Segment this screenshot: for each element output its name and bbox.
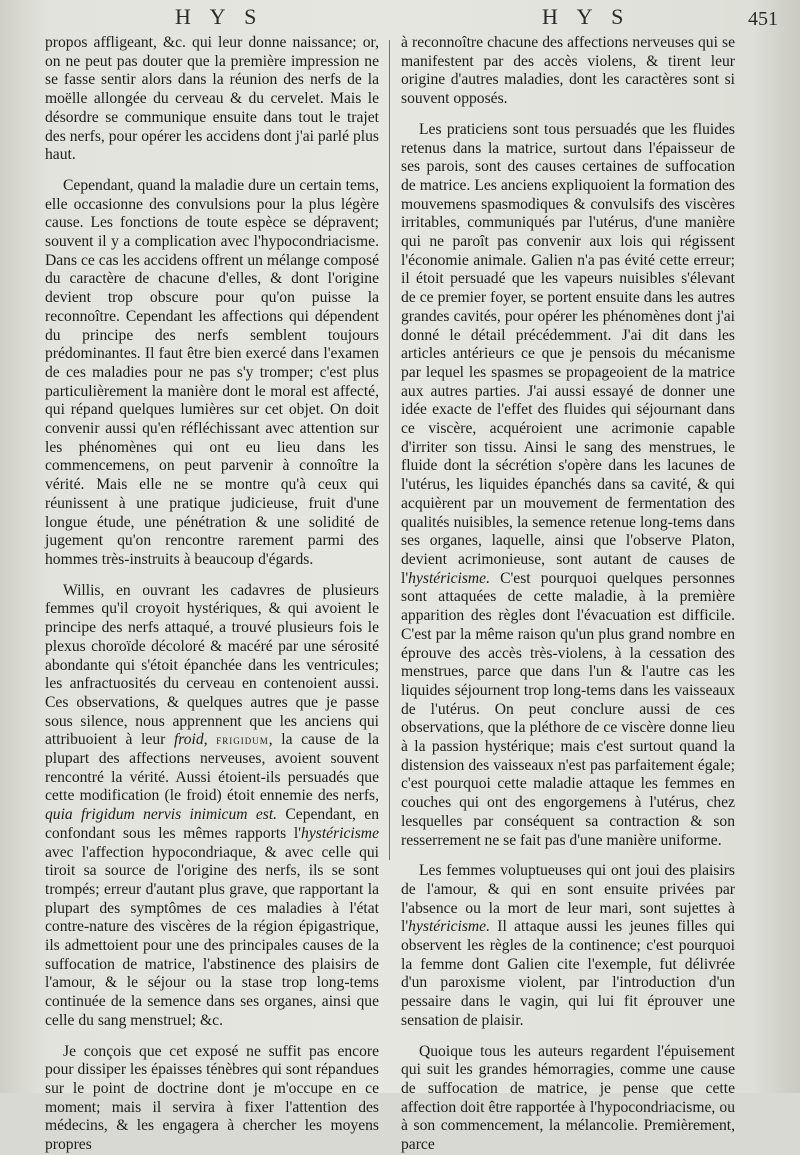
running-head-left: H Y S [175, 4, 264, 29]
running-head-right: H Y S [542, 4, 631, 29]
text-run: avec l'affection hypocondriaque, & avec celle qui tiroit sa source de l'origine des nerfs, ils se sont trompés; erreur d'autant plus grave, que rapportant la plupart des symptômes de ces maladies à l'état contre-nature des viscères de la région épigastrique, ils admettoient pour une des principales causes de la suffocation de matrice, l'abstinence des plaisirs de l'amour, & le séjour ou la stase trop long-tems continuée de la semence dans ses organes, ainsi que celle du sang menstruel; &c. [45, 843, 379, 1029]
left-column [45, 34, 379, 1155]
paragraph: à reconnoître chacune des affections nerveuses qui se manifestent par des accès violens, & tirent leur origine d'autres maladies, dont les caractères sont si souvent opposés. [401, 34, 735, 108]
small-caps-term: frigidum [216, 732, 269, 748]
italic-term: hystéricisme. [408, 569, 491, 587]
italic-term: froid [173, 731, 204, 749]
text-run: , [203, 731, 217, 749]
text-run: , la cause de la plupart des affections nerveuses, avoient souvent rencontré la vérité. Aussi étoient-ils persuadés que cette modification (le froid) étoit ennemie des nerfs, [45, 731, 379, 805]
italic-term: hystéricisme. [408, 918, 491, 936]
text-run: Willis, en ouvrant les cadavres de plusieurs femmes qu'il croyoit hystériques, & qui avoient le principe des nerfs attaqué, a trouvé plusieurs fois le plexus choroïde décoloré & macéré par une sérosité abondante qui s'étoit épanchée dans les ventricules; les anfractuosités du cerveau en contenoient aussi. Ces observations, & quelques autres que je passe sous silence, nous apprennent que les anciens qui attribuoient à leur [45, 581, 379, 749]
paragraph [45, 582, 379, 1031]
italic-term: hystéricisme [301, 824, 379, 842]
paragraph: Quoique tous les auteurs regardent l'épuisement qui suit les grandes hémorragies, comme une cause de suffocation de matrice, je pense que cette affection doit être rapportée à l'hypocondriacisme, ou à son commencement, la mélancolie. Premièrement, parce [401, 1042, 735, 1154]
right-column [401, 34, 735, 1155]
italic-quote: quia frigidum nervis inimicum est. [45, 806, 278, 824]
paragraph [401, 862, 735, 1030]
page-number: 451 [748, 8, 778, 30]
paragraph: Cependant, quand la maladie dure un certain tems, elle occasionne des convulsions pour la plus légère cause. Les fonctions de toute espèce se dépravent; souvent il y a complication avec l'hypocondriacisme. Dans ce cas les accidens offrent un mélange composé du caractère de chacune d'elles, & dont l'origine devient trop obscure pour qu'on puisse la reconnoître. Cependant les affections qui dépendent du principe des nerfs semblent toujours prédominantes. Il faut être bien exercé dans l'examen de ces maladies pour ne pas s'y tromper; c'est plus particulièrement la manière dont le moral est affecté, qui répand quelques lumières sur cet objet. On doit convenir aussi qu'en réfléchissant avec attention sur les phénomènes qui ont eu lieu dans les commencemens, on peut parvenir à connoître la vérité. Mais elle ne se montre qu'à ceux qui réunissent à une pratique judicieuse, fruit d'une longue étude, une pénétration & une solidité de jugement qu'on rencontre rarement parmi des hommes très-instruits à beaucoup d'égards. [45, 176, 379, 568]
paragraph [401, 121, 735, 850]
column-divider [389, 40, 390, 860]
text-run: Les femmes voluptueuses qui ont joui des plaisirs de l'amour, & qui en sont ensuite privées par l'absence ou la mort de leur mari, sont sujettes à l' [401, 862, 735, 936]
text-run: Cependant, en confondant sous les mêmes rapports l' [45, 806, 379, 842]
text-run: Les praticiens sont tous persuadés que les fluides retenus dans la matrice, surtout dans l'épaisseur de ses parois, sont des causes certaines de suffocation de matrice. Les anciens expliquoient la formation des mouvemens spasmodiques & convulsifs des viscères irritables, communiqués par l'utérus, d'une manière qui ne paroît pas convenir aux lois qui régissent l'économie animale. Galien n'a pas évité cette erreur; il étoit persuadé que les vapeurs nuisibles s'élevant de ce premier foyer, se portent ensuite dans les autres grandes cavités, pour opérer les phénomènes dont j'ai donné le détail précédemment. J'ai dit dans les articles antérieurs ce que je pensois du mécanisme par lequel les spasmes se propageoient de la matrice aux autres parties. J'ai aussi essayé de donner une idée exacte de l'effet des fluides qui séjournant dans ce viscère, acquéroient une acrimonie capable d'irriter son tissu. Ainsi le sang des menstrues, le fluide dont la sécrétion s'opère dans les lacunes de l'utérus, les liquides épanchés dans sa cavité, & qui acquièrent par un mouvement de fermentation des qualités nuisibles, la semence retenue long-tems dans ses organes, laquelle, ainsi que l'observe Platon, devient acrimonieuse, sont autant de causes de l' [401, 120, 735, 587]
paragraph: Je conçois que cet exposé ne suffit pas encore pour dissiper les épaisses ténèbres qui sont répandues sur le point de doctrine dont je m'occupe en ce moment; mais il servira à fixer l'attention des médecins, & les engagera à chercher les moyens propres [45, 1042, 379, 1154]
text-run: C'est pourquoi quelques personnes sont attaquées de cette maladie, à la première apparition des règles dont l'évacuation est difficile. C'est par la même raison qu'un plus grand nombre en éprouve des accès très-violens, à la cessation des menstrues, parce que dans l'un & l'autre cas les liquides séjournent trop long-tems dans les vaisseaux de l'utérus. On peut conclure aussi de ces observations, que la pléthore de ce viscère donne lieu à la passion hystérique; mais c'est surtout quand la distension des vaisseaux n'est pas parfaitement égale; c'est pourquoi cette maladie attaque les femmes en couches qui ont des engorgemens à l'utérus, chez lesquelles par conséquent sa contraction & son resserrement ne se fait pas d'une manière uniforme. [401, 569, 735, 849]
text-run: Il attaque aussi les jeunes filles qui observent les règles de la continence; c'est pourquoi la femme dont Galien cite l'exemple, fut délivrée d'un paroxisme violent, par l'introduction d'un pessaire dans le vagin, qui lui fit éprouver une sensation de plaisir. [401, 918, 735, 1029]
paragraph: propos affligeant, &c. qui leur donne naissance; or, on ne peut pas douter que la première impression ne se fasse sentir alors dans la réunion des nerfs de la moëlle allongée du cerveau & du cervelet. Mais le désordre se communique ensuite dans tout le trajet des nerfs, pour opérer les accidens dont j'ai parlé plus haut. [45, 34, 379, 164]
